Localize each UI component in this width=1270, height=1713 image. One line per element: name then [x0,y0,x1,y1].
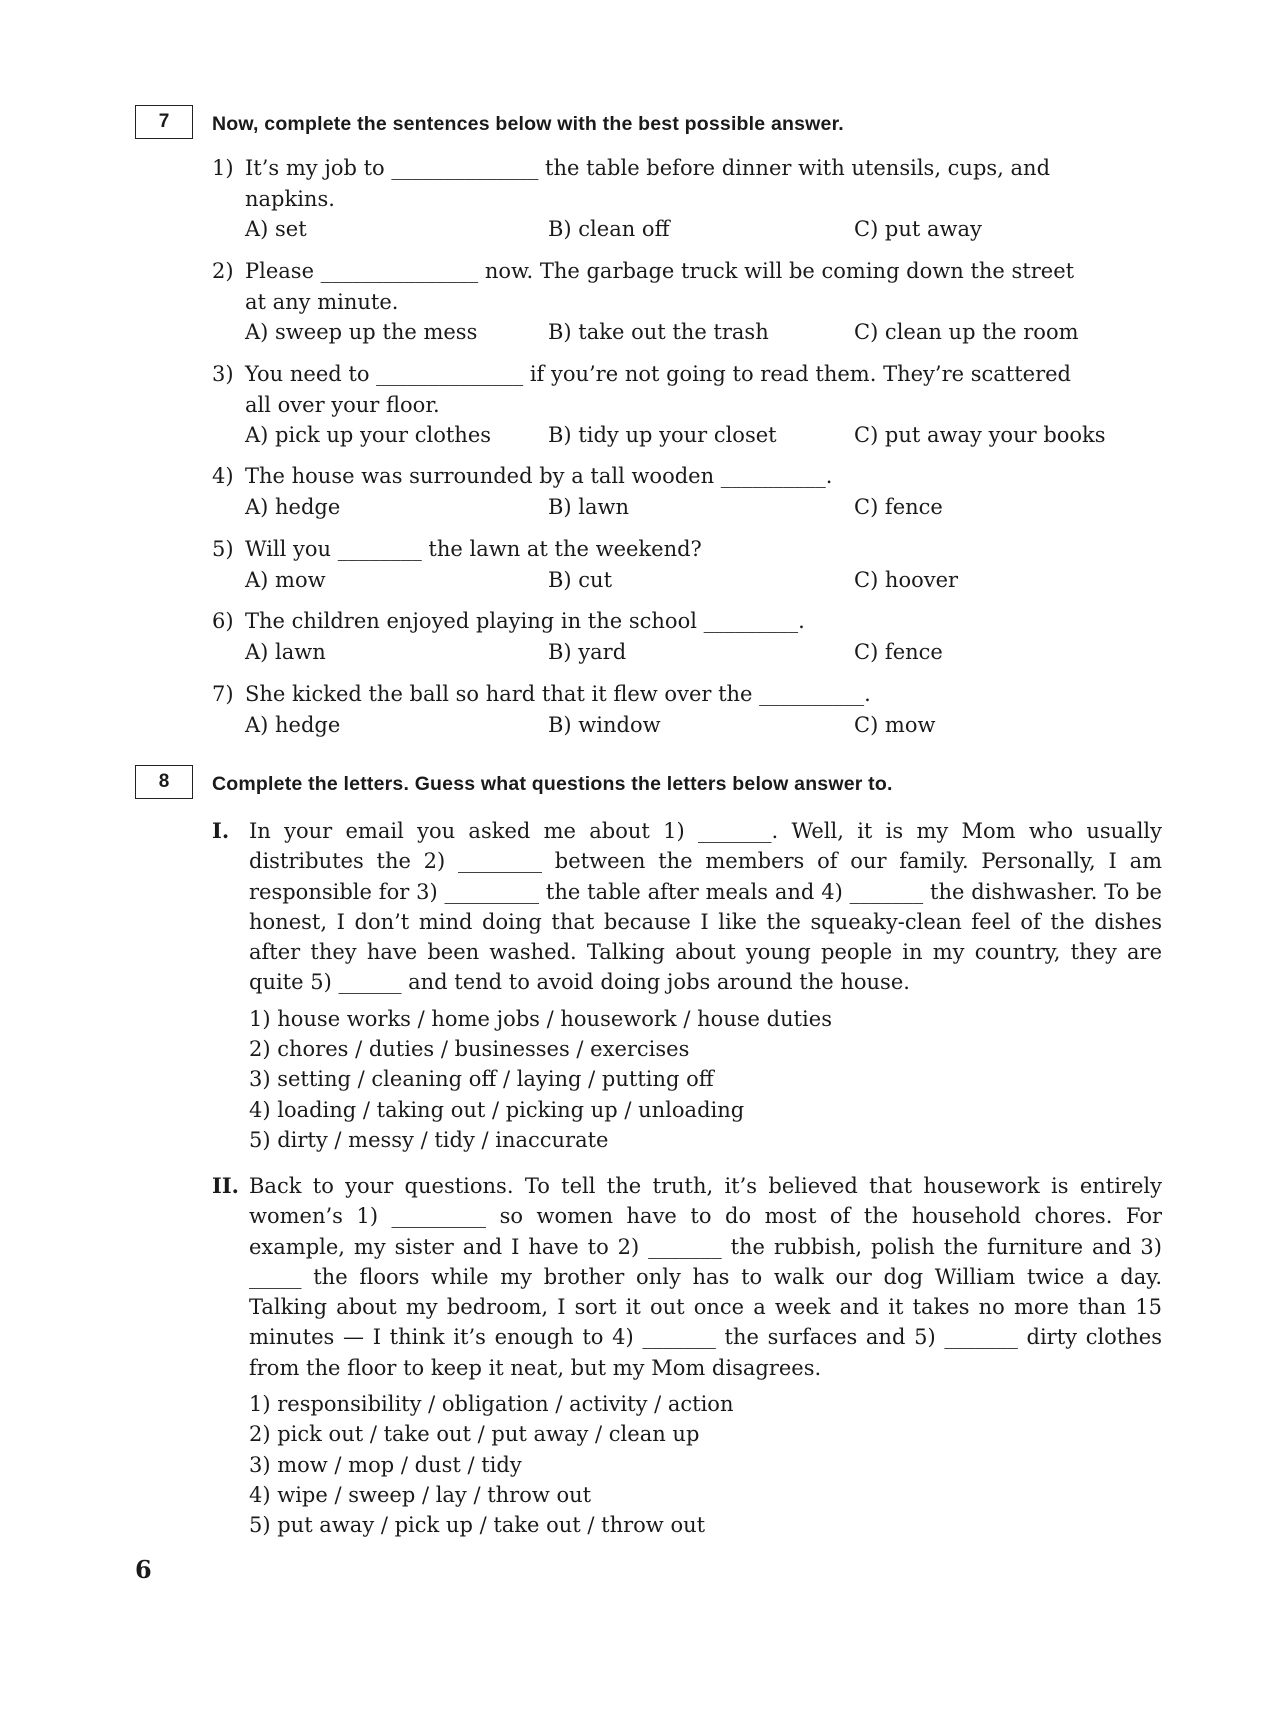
question-text: She kicked the ball so hard that it flew over the __________. [245,682,871,706]
question-text: You need to ______________ if you’re not going to read them. They’re scattered [245,362,1071,386]
exercise-8-number-box: 8 [135,765,193,799]
letter-body: In your email you asked me about 1) _______. Well, it is my Mom who usually distributes the 2) ________ between the members of our family. Personally, I am responsible for 3) _________ the table after meals and 4) _______ the dishwasher. To be honest, I don’t mind doing that because I like the squeaky-clean feel of the dishes after they have been washed. Talking about young people in my country, they are quite 5) ______ and tend to avoid doing jobs around the house. [249,819,1162,995]
question-2 [212,256,1162,348]
question-3 [212,359,1162,451]
option-a: A) hedge [245,494,341,519]
letter-label: II. [212,1173,239,1198]
question-7 [212,679,1162,740]
exercise-7-instruction: Now, complete the sentences below with the best possible answer. [212,113,844,135]
option-a: A) sweep up the mess [245,320,478,344]
option-a: A) lawn [245,639,326,664]
question-number: 3) [212,362,234,386]
choice-line: 1) house works / home jobs / housework / house duties [249,1006,832,1031]
option-c: C) mow [854,712,936,737]
choice-line: 1) responsibility / obligation / activity / action [249,1392,734,1417]
option-c: C) fence [854,639,943,664]
option-a: A) mow [245,567,326,592]
letter-label: I. [212,818,230,843]
option-c: C) put away your books [854,423,1106,447]
question-text: Please _______________ now. The garbage truck will be coming down the street [245,259,1075,283]
question-text: The house was surrounded by a tall wooden __________. [245,464,833,488]
word-choices [212,1389,1162,1540]
option-a: A) set [245,217,307,241]
question-5 [212,534,1162,595]
question-number: 5) [212,537,234,561]
option-b: B) take out the trash [548,320,769,344]
question-number: 2) [212,259,234,283]
question-text-continued: napkins. [245,186,335,211]
question-text: Will you ________ the lawn at the weekend? [245,537,702,561]
question-number: 7) [212,682,234,706]
choice-line: 5) dirty / messy / tidy / inaccurate [249,1127,609,1152]
option-b: B) clean off [548,217,670,241]
choice-line: 4) wipe / sweep / lay / throw out [249,1482,592,1507]
option-b: B) yard [548,639,627,664]
question-number: 1) [212,156,234,180]
option-c: C) put away [854,217,982,241]
option-c: C) clean up the room [854,320,1079,344]
choice-line: 2) pick out / take out / put away / clean up [249,1422,700,1447]
choice-line: 3) mow / mop / dust / tidy [249,1452,522,1477]
option-b: B) cut [548,567,613,592]
question-text-continued: all over your floor. [245,392,440,417]
choice-line: 3) setting / cleaning off / laying / putting off [249,1067,714,1092]
letter-2 [212,1171,1162,1541]
question-number: 6) [212,609,234,633]
question-4 [212,461,1162,522]
option-c: C) hoover [854,567,959,592]
question-number: 4) [212,464,234,488]
question-text: It’s my job to ______________ the table before dinner with utensils, cups, and [245,156,1051,180]
choice-line: 5) put away / pick up / take out / throw out [249,1513,706,1538]
page-number: 6 [135,1555,152,1584]
option-b: B) lawn [548,494,630,519]
choice-line: 2) chores / duties / businesses / exercises [249,1037,690,1062]
option-c: C) fence [854,494,943,519]
question-text-continued: at any minute. [245,289,399,314]
option-a: A) pick up your clothes [245,423,492,447]
letter-body: Back to your questions. To tell the truth, it’s believed that housework is entirely women’s 1) _________ so women have to do most of the household chores. For example, my sister and I have to 2) _______ the rubbish, polish the furniture and 3) _____ the floors while my brother only has to walk our dog William twice a day. Talking about my bedroom, I sort it out once a week and it takes no more than 15 minutes — I think it’s enough to 4) _______ the surfaces and 5) _______ dirty clothes from the floor to keep it neat, but my Mom disagrees. [249,1174,1162,1380]
option-b: B) tidy up your closet [548,423,777,447]
option-a: A) hedge [245,712,341,737]
word-choices [212,1004,1162,1155]
question-text: The children enjoyed playing in the school _________. [245,609,805,633]
question-6 [212,606,1162,667]
letter-1 [212,816,1162,1155]
option-b: B) window [548,712,661,737]
exercise-7-number-box: 7 [135,105,193,139]
exercise-8-instruction: Complete the letters. Guess what questions the letters below answer to. [212,773,893,795]
question-1 [212,153,1162,245]
choice-line: 4) loading / taking out / picking up / unloading [249,1097,745,1122]
